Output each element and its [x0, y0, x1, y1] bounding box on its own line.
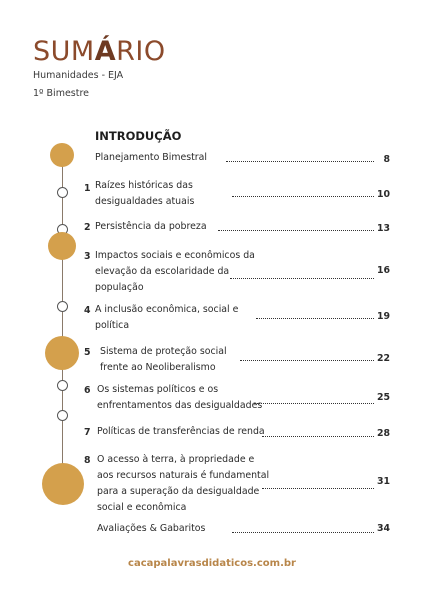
- leader-dots: [218, 230, 374, 231]
- page-number: 16: [376, 265, 390, 276]
- leader-dots: [254, 403, 374, 404]
- chapter-number: 7: [84, 427, 91, 438]
- entry-text: para a superação da desigualdade: [97, 486, 260, 497]
- entry-text: enfrentamentos das desigualdades: [97, 400, 263, 411]
- leader-dots: [262, 436, 374, 437]
- toc-entry-assessments[interactable]: [97, 521, 205, 537]
- leader-dots: [232, 196, 374, 197]
- leader-dots: [240, 360, 374, 361]
- chapter-number: 6: [84, 385, 91, 396]
- leader-dots: [226, 161, 374, 162]
- timeline-dot-large: [50, 143, 74, 167]
- timeline-ring: [57, 301, 68, 312]
- entry-text: social e econômica: [97, 502, 187, 513]
- entry-text: política: [95, 320, 130, 331]
- timeline-dot-large: [45, 336, 79, 370]
- timeline-dot-large: [48, 232, 76, 260]
- leader-dots: [256, 318, 374, 319]
- page-number: 10: [376, 189, 390, 200]
- entry-text: elevação da escolaridade da: [95, 266, 230, 277]
- page-number: 34: [376, 523, 390, 534]
- footer-website[interactable]: cacapalavrasdidaticos.com.br: [128, 558, 296, 569]
- entry-text: Persistência da pobreza: [95, 221, 207, 232]
- entry-text: A inclusão econômica, social e: [95, 304, 239, 315]
- timeline-dot-large: [42, 463, 84, 505]
- toc-entry-2[interactable]: [95, 219, 207, 235]
- page-number: 22: [376, 353, 390, 364]
- toc-entry-7[interactable]: [97, 424, 265, 440]
- entry-text: Impactos sociais e econômicos da: [95, 250, 255, 261]
- page-number: 19: [376, 311, 390, 322]
- page-number: 28: [376, 428, 390, 439]
- chapter-number: 5: [84, 347, 91, 358]
- timeline-ring: [57, 380, 68, 391]
- entry-text: população: [95, 282, 144, 293]
- entry-text: Avaliações & Gabaritos: [97, 523, 206, 534]
- timeline-ring: [57, 410, 68, 421]
- title-part: RIO: [116, 36, 166, 67]
- chapter-number: 8: [84, 455, 91, 466]
- page-number: 8: [383, 154, 390, 165]
- leader-dots: [232, 532, 374, 533]
- toc-entry-planning[interactable]: [95, 150, 207, 166]
- page-number: 31: [376, 476, 390, 487]
- entry-text: frente ao Neoliberalismo: [100, 362, 216, 373]
- chapter-number: 4: [84, 305, 91, 316]
- leader-dots: [262, 488, 374, 489]
- timeline-ring: [57, 187, 68, 198]
- page-number: 25: [376, 392, 390, 403]
- entry-text: aos recursos naturais é fundamental: [97, 470, 270, 481]
- toc-entry-1[interactable]: [95, 178, 194, 210]
- toc-entry-4[interactable]: [95, 302, 238, 334]
- page-title: [33, 36, 166, 67]
- entry-text: Planejamento Bimestral: [95, 152, 207, 163]
- title-accent: Á: [94, 36, 117, 67]
- toc-entry-6[interactable]: [97, 382, 262, 414]
- chapter-number: 2: [84, 222, 91, 233]
- toc-entry-3[interactable]: [95, 248, 255, 296]
- leader-dots: [230, 278, 374, 279]
- toc-entry-8[interactable]: [97, 452, 269, 516]
- timeline-line: [62, 150, 63, 490]
- chapter-number: 1: [84, 183, 91, 194]
- entry-text: Os sistemas políticos e os: [97, 384, 219, 395]
- entry-text: desigualdades atuais: [95, 196, 195, 207]
- subtitle-term: 1º Bimestre: [33, 88, 90, 99]
- entry-text: Raízes históricas das: [95, 180, 193, 191]
- entry-text: Políticas de transferências de renda: [97, 426, 265, 437]
- title-part: SUM: [33, 36, 95, 67]
- entry-text: Sistema de proteção social: [100, 346, 227, 357]
- page-number: 13: [376, 223, 390, 234]
- toc-entry-5[interactable]: [100, 344, 227, 376]
- chapter-number: 3: [84, 251, 91, 262]
- intro-heading: INTRODUÇÃO: [95, 129, 182, 143]
- subtitle-course: Humanidades - EJA: [33, 70, 124, 81]
- entry-text: O acesso à terra, à propriedade e: [97, 454, 255, 465]
